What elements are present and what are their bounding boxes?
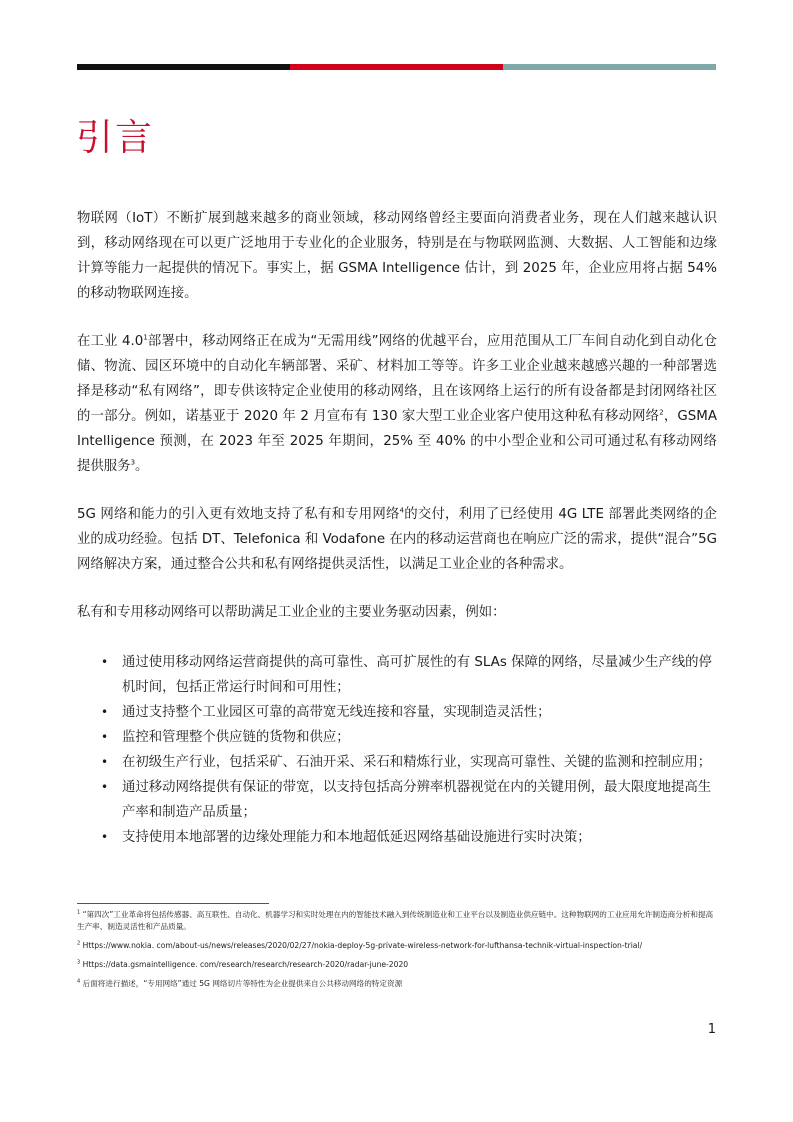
- bullet-icon: •: [101, 655, 109, 669]
- footnote-number: 3: [77, 959, 81, 966]
- bullet-icon: •: [101, 780, 109, 794]
- footnote-text: 后面将进行描述，“专用网络”通过 5G 网络切片等特性为企业提供来自公共移动网络的特定资源: [82, 979, 403, 988]
- footnote-1: [77, 909, 717, 933]
- header-bar-segment-teal: [503, 64, 716, 70]
- footnote-ref-1[interactable]: 1: [143, 333, 148, 342]
- paragraph-3: [77, 502, 717, 577]
- footnote-ref-2[interactable]: 2: [659, 408, 664, 417]
- footnote-link[interactable]: Https://data.gsmaintelligence. com/research/research/research-2020/radar-june-2020: [82, 960, 409, 969]
- footnote-number: 4: [77, 978, 81, 985]
- bullet-icon: •: [101, 705, 109, 719]
- list-item: [77, 750, 717, 775]
- footnote-text: “第四次”工业革命将包括传感器、高互联性、自动化、机器学习和实时处理在内的智能技术融入到传统制造业和工业平台以及制造业供应链中。这种物联网的工业应用允许制造商分析和提高生产率、制造灵活性和产品质量。: [77, 910, 714, 931]
- list-item: [77, 725, 717, 750]
- footnote-2: [77, 940, 717, 952]
- header-bar-segment-red: [290, 64, 503, 70]
- paragraph-2-part-a: 在工业 4.0: [77, 334, 144, 349]
- paragraph-2: [77, 329, 717, 479]
- body-text: [77, 206, 717, 850]
- list-item: [77, 825, 717, 850]
- footnote-divider: [77, 903, 269, 904]
- list-item-text: 通过支持整个工业园区可靠的高带宽无线连接和容量，实现制造灵活性；: [122, 705, 551, 720]
- footnote-ref-3[interactable]: 3: [130, 458, 136, 467]
- paragraph-2-part-c: ，GSMA Intelligence 预测，在 2023 年至 2025 年期间，25% 至 40% 的中小型企业和公司可通过私有移动网络提供服务: [77, 409, 717, 474]
- list-item: [77, 650, 717, 700]
- bullet-list: [77, 650, 717, 850]
- list-item-text: 通过使用移动网络运营商提供的高可靠性、高可扩展性的有 SLAs 保障的网络，尽量减少生产线的停机时间，包括正常运行时间和可用性；: [122, 655, 712, 695]
- footnote-3: [77, 959, 717, 971]
- list-item-text: 通过移动网络提供有保证的带宽，以支持包括高分辨率机器视觉在内的关键用例，最大限度地提高生产率和制造产品质量；: [122, 780, 712, 820]
- footnote-4: [77, 978, 717, 990]
- paragraph-1: 物联网（IoT）不断扩展到越来越多的商业领域，移动网络曾经主要面向消费者业务，现在人们越来越认识到，移动网络现在可以更广泛地用于专业化的企业服务，特别是在与物联网监测、大数据、人工智能和边缘计算等能力一起提供的情况下。事实上，据 GSMA Intelligence 估计，到 2025 年，企业应用将占据 54% 的移动物联网连接。: [77, 211, 717, 301]
- list-item-text: 支持使用本地部署的边缘处理能力和本地超低延迟网络基础设施进行实时决策；: [122, 830, 591, 845]
- list-item: [77, 775, 717, 825]
- bullet-icon: •: [101, 830, 109, 844]
- paragraph-2-part-b: 部署中，移动网络正在成为“无需用线”网络的优越平台，应用范围从工厂车间自动化到自动化仓储、物流、园区环境中的自动化车辆部署、采矿、材料加工等等。许多工业企业越来越感兴趣的一种部署选择是移动“私有网络”，即专供该特定企业使用的移动网络，且在该网络上运行的所有设备都是封闭网络社区的一部分。例如，诺基亚于 2020 年 2 月宣布有 130 家大型工业企业客户使用这种私有移动网络: [77, 334, 717, 424]
- page-number: 1: [707, 1022, 716, 1037]
- bullet-icon: •: [101, 755, 109, 769]
- list-item: [77, 700, 717, 725]
- footnote-link[interactable]: Https://www.nokia. com/about-us/news/releases/2020/02/27/nokia-deploy-5g-private-wireless-network-for-lufthansa-technik-virtual-inspection-trial/: [82, 941, 643, 950]
- header-bar-segment-black: [77, 64, 290, 70]
- footnotes: [77, 909, 717, 997]
- header-color-bar: [77, 64, 716, 70]
- paragraph-3-part-a: 5G 网络和能力的引入更有效地支持了私有和专用网络: [77, 507, 400, 522]
- footnote-number: 2: [77, 940, 81, 947]
- paragraph-2-part-d: 。: [135, 459, 149, 474]
- list-item-text: 监控和管理整个供应链的货物和供应；: [122, 730, 350, 745]
- page-title: 引言: [76, 116, 154, 159]
- bullet-icon: •: [101, 730, 109, 744]
- list-item-text: 在初级生产行业，包括采矿、石油开采、采石和精炼行业，实现高可靠性、关键的监测和控制应用；: [122, 755, 712, 770]
- paragraph-3-part-b: 的交付，利用了已经使用 4G LTE 部署此类网络的企业的成功经验。包括 DT、Telefonica 和 Vodafone 在内的移动运营商也在响应广泛的需求，提供“混合”5G 网络解决方案，通过整合公共和私有网络提供灵活性，以满足工业企业的各种需求。: [77, 507, 718, 572]
- paragraph-4: 私有和专用移动网络可以帮助满足工业企业的主要业务驱动因素，例如：: [77, 605, 506, 620]
- footnote-number: 1: [77, 909, 81, 916]
- footnote-ref-4[interactable]: 4: [399, 506, 405, 515]
